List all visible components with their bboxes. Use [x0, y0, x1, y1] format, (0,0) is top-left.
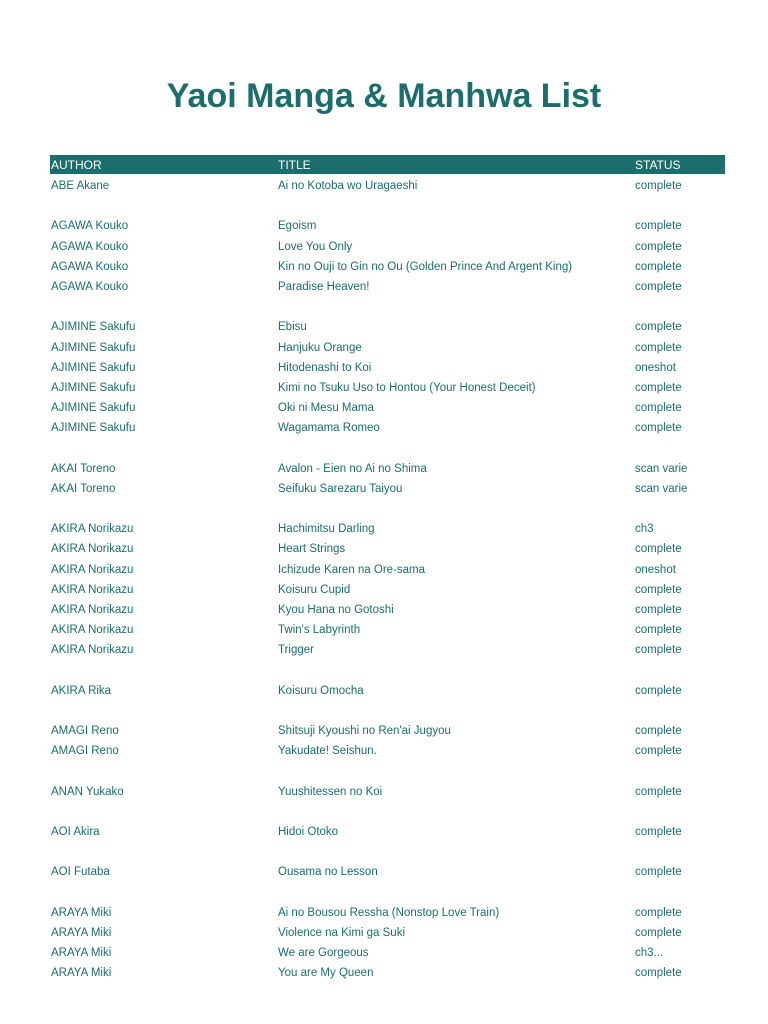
author-cell: AKAI Toreno	[51, 462, 116, 475]
table-body	[0, 176, 768, 984]
title-cell: Koisuru Omocha	[278, 684, 364, 697]
author-cell: AJIMINE Sakufu	[51, 321, 136, 334]
status-cell: complete	[635, 684, 682, 697]
title-cell: Shitsuji Kyoushi no Ren'ai Jugyou	[278, 725, 451, 738]
table-row	[0, 620, 768, 640]
author-cell: AJIMINE Sakufu	[51, 341, 136, 354]
table-row	[0, 721, 768, 741]
title-cell: Trigger	[278, 644, 314, 657]
title-cell: Avalon - Eien no Ai no Shima	[278, 462, 427, 475]
table-row	[0, 519, 768, 539]
author-cell: AOI Futaba	[51, 866, 110, 879]
title-cell: Hitodenashi to Koi	[278, 361, 372, 374]
author-cell: ARAYA Miki	[51, 947, 112, 960]
table-row	[0, 943, 768, 963]
table-row	[0, 398, 768, 418]
author-cell: AKIRA Norikazu	[51, 624, 134, 637]
status-cell: oneshot	[635, 361, 676, 374]
row-spacer	[0, 883, 768, 903]
table-row	[0, 600, 768, 620]
title-cell: Kin no Ouji to Gin no Ou (Golden Prince And Argent King)	[278, 260, 573, 273]
table-row	[0, 459, 768, 479]
title-cell: You are My Queen	[278, 967, 374, 980]
author-cell: ARAYA Miki	[51, 906, 112, 919]
row-spacer	[0, 842, 768, 862]
table-row	[0, 580, 768, 600]
title-cell: Seifuku Sarezaru Taiyou	[278, 482, 403, 495]
status-cell: complete	[635, 240, 682, 253]
author-cell: AKAI Toreno	[51, 482, 116, 495]
status-cell: complete	[635, 280, 682, 293]
table-row	[0, 681, 768, 701]
table-row	[0, 358, 768, 378]
status-cell: complete	[635, 583, 682, 596]
row-spacer	[0, 701, 768, 721]
status-cell: complete	[635, 926, 682, 939]
author-cell: ARAYA Miki	[51, 967, 112, 980]
title-cell: Yuushitessen no Koi	[278, 785, 383, 798]
table-row	[0, 560, 768, 580]
title-cell: Ai no Kotoba wo Uragaeshi	[278, 180, 418, 192]
title-cell: Oki ni Mesu Mama	[278, 402, 374, 415]
author-cell: ABE Akane	[51, 180, 110, 192]
author-cell: AKIRA Norikazu	[51, 563, 134, 576]
status-cell: complete	[635, 826, 682, 838]
status-cell: complete	[635, 906, 682, 919]
title-cell: Hachimitsu Darling	[278, 523, 375, 536]
title-cell: Violence na Kimi ga Suki	[278, 926, 405, 939]
title-cell: Kyou Hana no Gotoshi	[278, 603, 394, 616]
author-cell: ARAYA Miki	[51, 926, 112, 939]
title-cell: Heart Strings	[278, 543, 346, 556]
author-cell: AGAWA Kouko	[51, 220, 129, 233]
author-cell: AGAWA Kouko	[51, 280, 129, 293]
status-cell: complete	[635, 220, 682, 233]
table-row	[0, 782, 768, 802]
title-cell: Yakudate! Seishun.	[278, 745, 377, 758]
author-cell: AKIRA Norikazu	[51, 543, 134, 556]
author-cell: ANAN Yukako	[51, 785, 124, 798]
row-spacer	[0, 196, 768, 216]
table-header	[50, 155, 725, 174]
status-cell: oneshot	[635, 563, 676, 576]
status-cell: complete	[635, 644, 682, 657]
status-cell: complete	[635, 785, 682, 798]
status-cell: complete	[635, 967, 682, 980]
table-row	[0, 741, 768, 761]
author-cell: AJIMINE Sakufu	[51, 422, 136, 435]
author-cell: AJIMINE Sakufu	[51, 402, 136, 415]
row-spacer	[0, 761, 768, 781]
table-row	[0, 640, 768, 660]
author-cell: AJIMINE Sakufu	[51, 361, 136, 374]
title-cell: Koisuru Cupid	[278, 583, 351, 596]
row-spacer	[0, 499, 768, 519]
row-spacer	[0, 661, 768, 681]
status-cell: complete	[635, 402, 682, 415]
title-cell: Ousama no Lesson	[278, 866, 378, 879]
column-header-status: STATUS	[635, 158, 681, 172]
table-row	[0, 539, 768, 559]
table-row	[0, 237, 768, 257]
title-cell: Wagamama Romeo	[278, 422, 380, 435]
status-cell: complete	[635, 745, 682, 758]
author-cell: AOI Akira	[51, 826, 100, 838]
table-row	[0, 378, 768, 398]
table-row	[0, 822, 768, 842]
author-cell: AKIRA Rika	[51, 684, 112, 697]
title-cell: Paradise Heaven!	[278, 280, 370, 293]
status-cell: complete	[635, 341, 682, 354]
status-cell: complete	[635, 624, 682, 637]
author-cell: AKIRA Norikazu	[51, 583, 134, 596]
author-cell: AMAGI Reno	[51, 745, 119, 758]
status-cell: ch3	[635, 523, 654, 536]
author-cell: AJIMINE Sakufu	[51, 381, 136, 394]
table-row	[0, 479, 768, 499]
title-cell: Hanjuku Orange	[278, 341, 362, 354]
title-cell: Hidoi Otoko	[278, 826, 339, 838]
title-cell: Egoism	[278, 220, 317, 233]
row-spacer	[0, 802, 768, 822]
status-cell: complete	[635, 381, 682, 394]
table-row	[0, 176, 768, 196]
status-cell: complete	[635, 321, 682, 334]
status-cell: complete	[635, 180, 682, 192]
author-cell: AGAWA Kouko	[51, 260, 129, 273]
table-row	[0, 963, 768, 983]
status-cell: ch3...	[635, 947, 664, 960]
page-title: Yaoi Manga & Manhwa List	[166, 77, 602, 115]
column-header-title: TITLE	[278, 158, 311, 172]
author-cell: AKIRA Norikazu	[51, 603, 134, 616]
table-row	[0, 862, 768, 882]
title-cell: Ai no Bousou Ressha (Nonstop Love Train)	[278, 906, 500, 919]
status-cell: complete	[635, 866, 682, 879]
table-row	[0, 903, 768, 923]
row-spacer	[0, 297, 768, 317]
table-row	[0, 317, 768, 337]
status-cell: complete	[635, 260, 682, 273]
status-cell: scan varie	[635, 482, 688, 495]
author-cell: AKIRA Norikazu	[51, 523, 134, 536]
title-cell: Twin's Labyrinth	[278, 624, 361, 637]
table-row	[0, 277, 768, 297]
status-cell: complete	[635, 603, 682, 616]
title-cell: Kimi no Tsuku Uso to Hontou (Your Honest Deceit)	[278, 381, 536, 394]
title-cell: Love You Only	[278, 240, 353, 253]
status-cell: complete	[635, 725, 682, 738]
author-cell: AMAGI Reno	[51, 725, 119, 738]
column-header-author: AUTHOR	[51, 158, 102, 172]
table-row	[0, 923, 768, 943]
table-row	[0, 418, 768, 438]
row-spacer	[0, 438, 768, 458]
author-cell: AKIRA Norikazu	[51, 644, 134, 657]
title-cell: Ebisu	[278, 321, 307, 334]
table-row	[0, 257, 768, 277]
table-row	[0, 216, 768, 236]
status-cell: scan varie	[635, 462, 688, 475]
author-cell: AGAWA Kouko	[51, 240, 129, 253]
status-cell: complete	[635, 543, 682, 556]
title-cell: Ichizude Karen na Ore-sama	[278, 563, 426, 576]
status-cell: complete	[635, 422, 682, 435]
table-row	[0, 338, 768, 358]
title-cell: We are Gorgeous	[278, 947, 369, 960]
